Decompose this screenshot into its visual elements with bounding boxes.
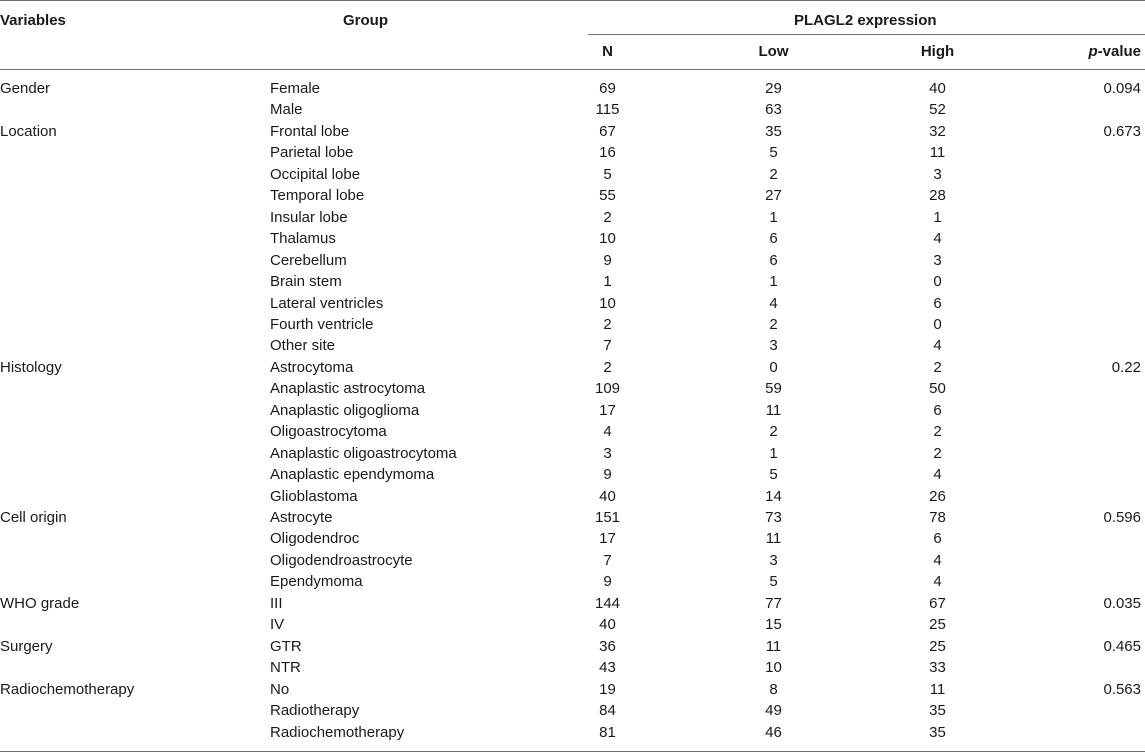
low-cell: 59 — [765, 380, 782, 397]
n-cell: 17 — [599, 402, 616, 419]
high-cell: 35 — [929, 702, 946, 719]
low-cell: 1 — [769, 445, 778, 462]
low-cell: 46 — [765, 724, 782, 741]
group-cell: Oligodendroc — [270, 530, 360, 547]
group-cell: Occipital lobe — [270, 166, 361, 183]
n-cell: 55 — [599, 187, 616, 204]
n-cell: 2 — [603, 209, 612, 226]
header-low: Low — [758, 43, 789, 60]
high-cell: 3 — [933, 166, 942, 183]
low-cell: 29 — [765, 80, 782, 97]
group-cell: Female — [270, 80, 321, 97]
low-cell: 15 — [765, 616, 782, 633]
high-cell: 52 — [929, 101, 946, 118]
header-p-rest: -value — [1097, 43, 1141, 60]
n-cell: 4 — [603, 423, 612, 440]
header-span-rule — [588, 34, 1145, 35]
group-cell: Fourth ventricle — [270, 316, 374, 333]
table-bottom-rule — [0, 751, 1145, 752]
n-cell: 36 — [599, 638, 616, 655]
group-cell: Anaplastic oligoglioma — [270, 402, 420, 419]
n-cell: 40 — [599, 488, 616, 505]
n-cell: 9 — [603, 573, 612, 590]
low-cell: 49 — [765, 702, 782, 719]
header-group: Group — [343, 12, 388, 29]
n-cell: 2 — [603, 359, 612, 376]
n-cell: 9 — [603, 466, 612, 483]
p-value-cell: 0.22 — [1111, 359, 1141, 376]
high-cell: 33 — [929, 659, 946, 676]
low-cell: 27 — [765, 187, 782, 204]
high-cell: 4 — [933, 337, 942, 354]
group-cell: Ependymoma — [270, 573, 363, 590]
high-cell: 3 — [933, 252, 942, 269]
high-cell: 4 — [933, 230, 942, 247]
n-cell: 1 — [603, 273, 612, 290]
low-cell: 2 — [769, 166, 778, 183]
group-cell: Male — [270, 101, 303, 118]
high-cell: 6 — [933, 295, 942, 312]
header-high: High — [920, 43, 955, 60]
low-cell: 2 — [769, 423, 778, 440]
high-cell: 4 — [933, 466, 942, 483]
n-cell: 40 — [599, 616, 616, 633]
group-cell: Oligoastrocytoma — [270, 423, 387, 440]
header-bottom-rule — [0, 69, 1145, 70]
high-cell: 6 — [933, 402, 942, 419]
group-cell: Insular lobe — [270, 209, 348, 226]
n-cell: 43 — [599, 659, 616, 676]
low-cell: 35 — [765, 123, 782, 140]
group-cell: Temporal lobe — [270, 187, 365, 204]
group-cell: Glioblastoma — [270, 488, 358, 505]
low-cell: 73 — [765, 509, 782, 526]
high-cell: 50 — [929, 380, 946, 397]
high-cell: 40 — [929, 80, 946, 97]
n-cell: 115 — [595, 101, 620, 118]
high-cell: 1 — [933, 209, 942, 226]
group-cell: Astrocyte — [270, 509, 333, 526]
high-cell: 25 — [929, 616, 946, 633]
p-value-cell: 0.563 — [1103, 681, 1141, 698]
header-p-value — [1088, 43, 1141, 61]
p-value-cell: 0.673 — [1103, 123, 1141, 140]
n-cell: 84 — [599, 702, 616, 719]
n-cell: 2 — [603, 316, 612, 333]
n-cell: 144 — [594, 595, 621, 612]
high-cell: 67 — [929, 595, 946, 612]
group-cell: Parietal lobe — [270, 144, 354, 161]
high-cell: 0 — [933, 273, 942, 290]
variable-cell: WHO grade — [0, 595, 80, 612]
high-cell: 6 — [933, 530, 942, 547]
n-cell: 67 — [599, 123, 616, 140]
n-cell: 5 — [603, 166, 612, 183]
variable-cell: Cell origin — [0, 509, 67, 526]
high-cell: 0 — [933, 316, 942, 333]
high-cell: 35 — [929, 724, 946, 741]
low-cell: 5 — [769, 466, 778, 483]
low-cell: 5 — [769, 144, 778, 161]
header-n: N — [602, 43, 613, 60]
high-cell: 2 — [933, 423, 942, 440]
n-cell: 69 — [599, 80, 616, 97]
group-cell: Radiochemotherapy — [270, 724, 405, 741]
high-cell: 2 — [933, 445, 942, 462]
n-cell: 3 — [603, 445, 612, 462]
group-cell: Brain stem — [270, 273, 342, 290]
n-cell: 9 — [603, 252, 612, 269]
group-cell: Other site — [270, 337, 336, 354]
low-cell: 6 — [769, 252, 778, 269]
low-cell: 1 — [769, 273, 778, 290]
low-cell: 8 — [769, 681, 778, 698]
low-cell: 4 — [769, 295, 778, 312]
high-cell: 4 — [933, 552, 942, 569]
low-cell: 6 — [769, 230, 778, 247]
group-cell: Anaplastic ependymoma — [270, 466, 435, 483]
group-cell: No — [270, 681, 290, 698]
high-cell: 2 — [933, 359, 942, 376]
group-cell: NTR — [270, 659, 301, 676]
low-cell: 3 — [769, 337, 778, 354]
n-cell: 81 — [599, 724, 616, 741]
p-value-cell: 0.094 — [1103, 80, 1141, 97]
group-cell: Anaplastic oligoastrocytoma — [270, 445, 457, 462]
n-cell: 7 — [603, 552, 612, 569]
high-cell: 11 — [929, 144, 946, 161]
header-variables: Variables — [0, 12, 66, 29]
high-cell: 26 — [929, 488, 946, 505]
high-cell: 4 — [933, 573, 942, 590]
low-cell: 5 — [769, 573, 778, 590]
group-cell: IV — [270, 616, 285, 633]
low-cell: 11 — [765, 402, 782, 419]
n-cell: 10 — [599, 295, 616, 312]
group-cell: Lateral ventricles — [270, 295, 384, 312]
p-value-cell: 0.465 — [1103, 638, 1141, 655]
n-cell: 17 — [599, 530, 616, 547]
group-cell: Anaplastic astrocytoma — [270, 380, 426, 397]
group-cell: Astrocytoma — [270, 359, 354, 376]
group-cell: Radiotherapy — [270, 702, 360, 719]
high-cell: 28 — [929, 187, 946, 204]
low-cell: 63 — [765, 101, 782, 118]
variable-cell: Gender — [0, 80, 51, 97]
low-cell: 10 — [765, 659, 782, 676]
high-cell: 25 — [929, 638, 946, 655]
n-cell: 109 — [594, 380, 621, 397]
variable-cell: Surgery — [0, 638, 53, 655]
low-cell: 11 — [765, 530, 782, 547]
low-cell: 0 — [769, 359, 778, 376]
high-cell: 11 — [929, 681, 946, 698]
header-plagl2-expression: PLAGL2 expression — [794, 12, 937, 29]
p-value-cell: 0.035 — [1103, 595, 1141, 612]
n-cell: 19 — [599, 681, 616, 698]
group-cell: Oligodendroastrocyte — [270, 552, 413, 569]
low-cell: 14 — [765, 488, 782, 505]
p-value-cell: 0.596 — [1103, 509, 1141, 526]
n-cell: 16 — [599, 144, 616, 161]
high-cell: 32 — [929, 123, 946, 140]
low-cell: 2 — [769, 316, 778, 333]
n-cell: 7 — [603, 337, 612, 354]
low-cell: 3 — [769, 552, 778, 569]
table-top-rule — [0, 0, 1145, 1]
n-cell: 151 — [594, 509, 621, 526]
variable-cell: Radiochemotherapy — [0, 681, 135, 698]
group-cell: Thalamus — [270, 230, 336, 247]
group-cell: III — [270, 595, 283, 612]
n-cell: 10 — [599, 230, 616, 247]
header-p-italic: p — [1088, 43, 1098, 60]
low-cell: 11 — [765, 638, 782, 655]
group-cell: Cerebellum — [270, 252, 347, 269]
low-cell: 1 — [769, 209, 778, 226]
variable-cell: Histology — [0, 359, 62, 376]
high-cell: 78 — [929, 509, 946, 526]
group-cell: Frontal lobe — [270, 123, 350, 140]
variable-cell: Location — [0, 123, 57, 140]
low-cell: 77 — [765, 595, 782, 612]
group-cell: GTR — [270, 638, 302, 655]
